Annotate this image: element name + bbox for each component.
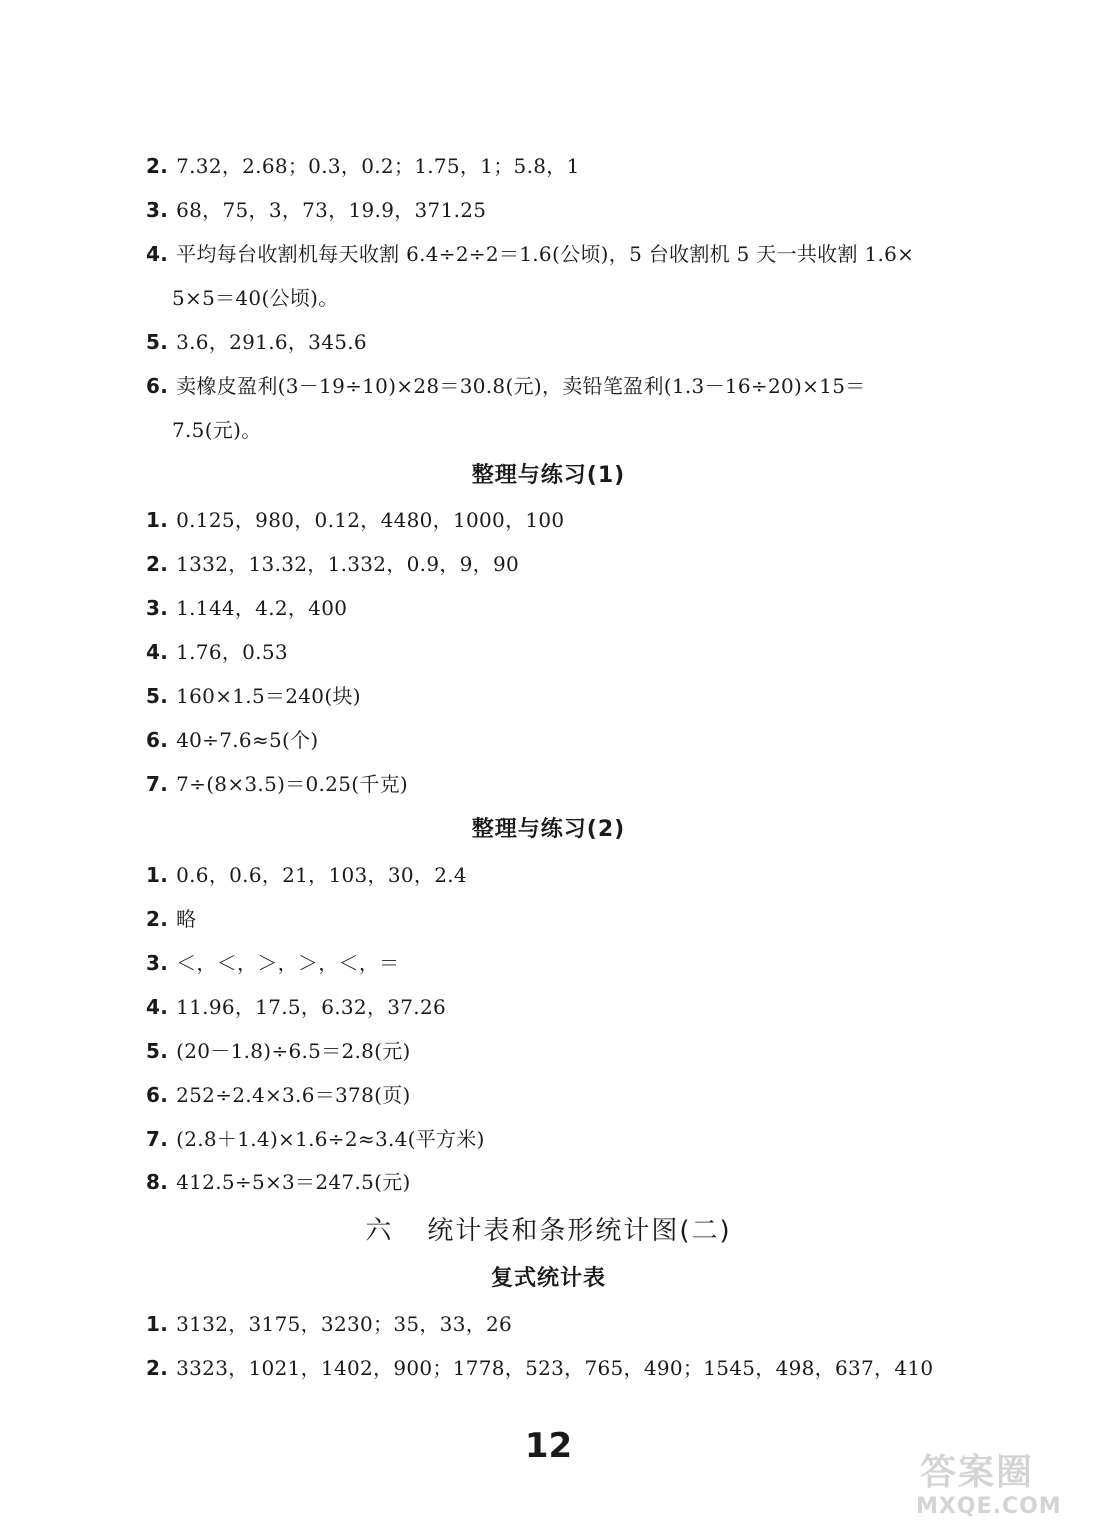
answer-line xyxy=(146,372,866,400)
answer-text: 1332，13.32，1.332，0.9，9，90 xyxy=(176,552,520,576)
answer-line xyxy=(146,1310,512,1338)
answer-line xyxy=(146,506,564,534)
answer-text: 略 xyxy=(176,907,197,931)
item-number: 4. xyxy=(146,995,169,1019)
answer-text: 1.76，0.53 xyxy=(176,640,288,664)
chapter-number: 六 xyxy=(365,1216,394,1246)
answer-line xyxy=(146,1354,933,1382)
answer-continuation: 5×5＝40(公顷)。 xyxy=(172,286,339,310)
answer-line xyxy=(146,240,914,268)
answer-line xyxy=(146,770,408,798)
item-number: 2. xyxy=(146,1356,169,1380)
answer-line xyxy=(146,905,196,933)
answer-line xyxy=(146,1168,411,1196)
answer-text: 68，75，3，73，19.9，371.25 xyxy=(176,198,487,222)
answer-text: (2.8＋1.4)×1.6÷2≈3.4(平方米) xyxy=(176,1127,485,1151)
answer-line xyxy=(146,682,361,710)
item-number: 5. xyxy=(146,1039,169,1063)
item-number: 3. xyxy=(146,951,169,975)
item-number: 2. xyxy=(146,552,169,576)
item-number: 2. xyxy=(146,154,169,178)
answer-text: (20－1.8)÷6.5＝2.8(元) xyxy=(176,1039,411,1063)
answer-text: 3.6，291.6，345.6 xyxy=(176,330,367,354)
answer-text: ＜，＜，＞，＞，＜，＝ xyxy=(176,951,400,975)
answer-line xyxy=(146,949,399,977)
answer-text: 1.144，4.2，400 xyxy=(176,596,348,620)
watermark-url: MXQE.COM xyxy=(916,1494,1062,1519)
answer-line xyxy=(146,1125,485,1153)
answer-text: 0.6，0.6，21，103，30，2.4 xyxy=(176,863,467,887)
item-number: 3. xyxy=(146,198,169,222)
item-number: 1. xyxy=(146,863,169,887)
answer-line xyxy=(146,550,519,578)
answer-line xyxy=(146,152,580,180)
answer-text: 412.5÷5×3＝247.5(元) xyxy=(176,1170,411,1194)
chapter-title: 统计表和条形统计图(二) xyxy=(427,1216,732,1246)
answer-line xyxy=(146,196,486,224)
watermark-text: 答案圈 xyxy=(920,1452,1035,1493)
item-number: 1. xyxy=(146,508,169,532)
answer-line xyxy=(146,328,367,356)
answer-line xyxy=(146,638,288,666)
answer-text: 0.125，980，0.12，4480，1000，100 xyxy=(176,508,565,532)
answer-text: 11.96，17.5，6.32，37.26 xyxy=(176,995,446,1019)
answer-line xyxy=(146,726,319,754)
section-heading: 整理与练习(1) xyxy=(471,463,626,488)
section-heading: 复式统计表 xyxy=(490,1266,606,1291)
item-number: 3. xyxy=(146,596,169,620)
answer-line xyxy=(146,1081,411,1109)
item-number: 5. xyxy=(146,684,169,708)
page-number: 12 xyxy=(524,1426,573,1466)
watermark-logo xyxy=(914,1444,1090,1526)
item-number: 5. xyxy=(146,330,169,354)
item-number: 1. xyxy=(146,1312,169,1336)
item-number: 6. xyxy=(146,374,169,398)
answer-text: 3323，1021，1402，900；1778，523，765，490；1545，498，637，410 xyxy=(176,1356,934,1380)
answer-text: 平均每台收割机每天收割 6.4÷2÷2＝1.6(公顷)，5 台收割机 5 天一共收割 1.6× xyxy=(176,242,915,266)
item-number: 7. xyxy=(146,1127,169,1151)
section-heading: 整理与练习(2) xyxy=(471,817,626,842)
item-number: 8. xyxy=(146,1170,169,1194)
answer-text: 160×1.5＝240(块) xyxy=(176,684,361,708)
item-number: 2. xyxy=(146,907,169,931)
item-number: 4. xyxy=(146,640,169,664)
answer-text: 7÷(8×3.5)＝0.25(千克) xyxy=(176,772,409,796)
item-number: 4. xyxy=(146,242,169,266)
answer-text: 252÷2.4×3.6＝378(页) xyxy=(176,1083,411,1107)
answer-text: 卖橡皮盈利(3－19÷10)×28＝30.8(元)，卖铅笔盈利(1.3－16÷20)×15＝ xyxy=(176,374,866,398)
answer-text: 7.32，2.68；0.3，0.2；1.75，1；5.8，1 xyxy=(176,154,580,178)
answer-line xyxy=(146,993,446,1021)
item-number: 7. xyxy=(146,772,169,796)
answer-text: 40÷7.6≈5(个) xyxy=(176,728,319,752)
answer-continuation: 7.5(元)。 xyxy=(172,418,262,442)
chapter-heading xyxy=(0,1214,1097,1248)
item-number: 6. xyxy=(146,1083,169,1107)
answer-line xyxy=(146,594,347,622)
answer-line xyxy=(146,861,467,889)
answer-text: 3132，3175，3230；35，33，26 xyxy=(176,1312,513,1336)
answer-line xyxy=(146,1037,411,1065)
item-number: 6. xyxy=(146,728,169,752)
